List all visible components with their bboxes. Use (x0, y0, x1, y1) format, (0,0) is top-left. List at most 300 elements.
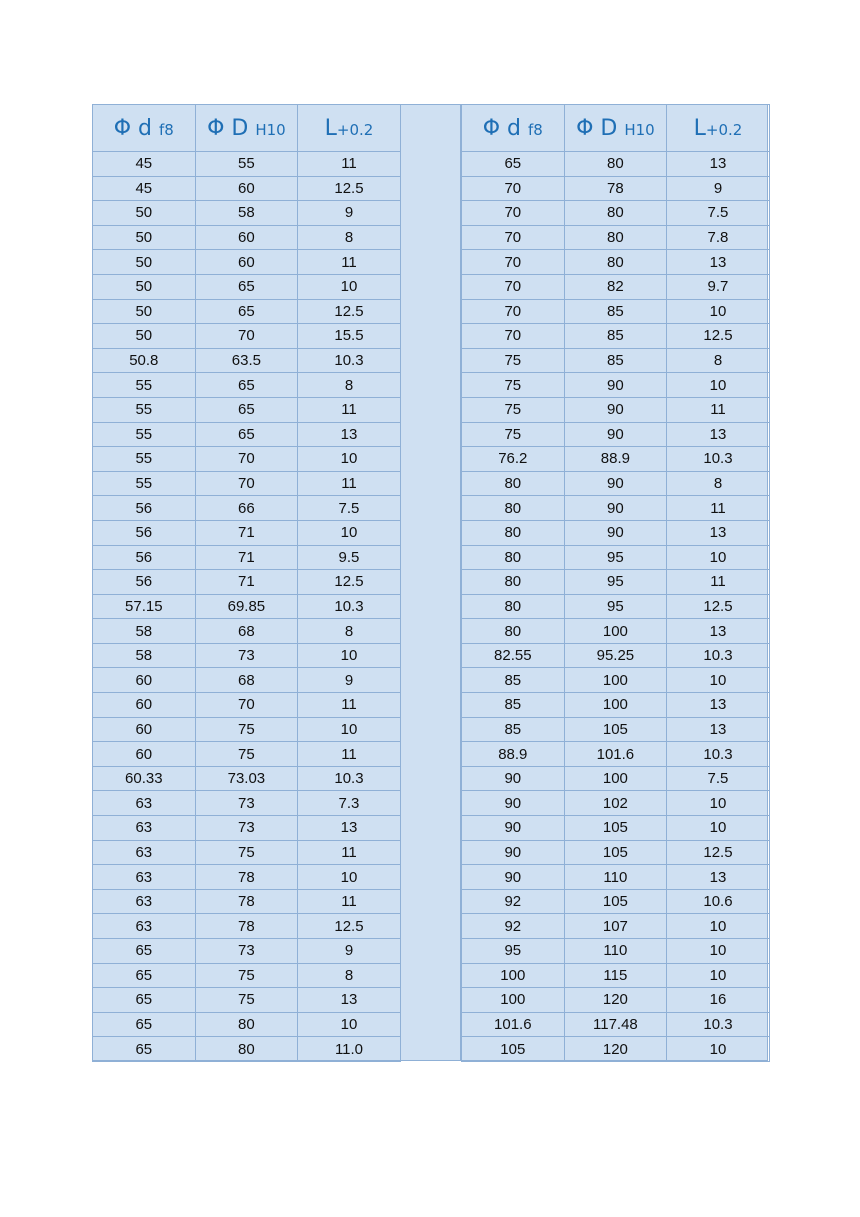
table-cell: 100 (564, 693, 667, 718)
table-cell: 9 (298, 201, 401, 226)
table-cell: 120 (564, 988, 667, 1013)
table-row (93, 545, 401, 570)
table-row (462, 471, 770, 496)
table-cell: 85 (564, 348, 667, 373)
table-cell: 75 (195, 988, 298, 1013)
table-cell: 11 (298, 152, 401, 177)
table-cell: 10.3 (667, 742, 770, 767)
table-cell: 70 (195, 693, 298, 718)
table-cell: 55 (93, 471, 196, 496)
table-row (93, 324, 401, 349)
table-cell: 10 (667, 668, 770, 693)
table-cell: 80 (564, 201, 667, 226)
table-row (462, 397, 770, 422)
table-row (93, 152, 401, 177)
table-cell: 80 (462, 471, 565, 496)
table-cell: 60 (195, 250, 298, 275)
table-cell: 10 (298, 643, 401, 668)
table-cell: 56 (93, 520, 196, 545)
table-cell: 7.5 (667, 201, 770, 226)
table-cell: 55 (93, 447, 196, 472)
table-cell: 10 (667, 939, 770, 964)
table-row (462, 1037, 770, 1062)
header-row (462, 105, 770, 152)
table-cell: 63 (93, 791, 196, 816)
table-cell: 75 (195, 717, 298, 742)
table-cell: 75 (462, 373, 565, 398)
table-cell: 95 (564, 570, 667, 595)
table-cell: 50 (93, 201, 196, 226)
table-cell: 65 (93, 939, 196, 964)
table-row (93, 373, 401, 398)
table-cell: 80 (195, 1037, 298, 1062)
table-cell: 50.8 (93, 348, 196, 373)
table-cell: 10 (298, 274, 401, 299)
table-row (462, 1012, 770, 1037)
header-length: L+0.2 (298, 105, 401, 152)
table-row (462, 791, 770, 816)
table-cell: 82.55 (462, 643, 565, 668)
table-cell: 55 (195, 152, 298, 177)
table-row (93, 668, 401, 693)
size-table-sheet (92, 104, 768, 1061)
table-row (93, 742, 401, 767)
table-cell: 12.5 (298, 570, 401, 595)
table-cell: 12.5 (667, 324, 770, 349)
table-cell: 10 (667, 545, 770, 570)
table-cell: 10 (298, 520, 401, 545)
table-cell: 107 (564, 914, 667, 939)
table-cell: 13 (667, 865, 770, 890)
table-cell: 70 (462, 225, 565, 250)
table-cell: 13 (667, 152, 770, 177)
table-cell: 70 (462, 176, 565, 201)
table-cell: 100 (462, 988, 565, 1013)
table-row (462, 594, 770, 619)
table-cell: 78 (195, 914, 298, 939)
table-cell: 73 (195, 791, 298, 816)
table-cell: 85 (564, 299, 667, 324)
table-cell: 10.3 (298, 348, 401, 373)
table-cell: 13 (298, 816, 401, 841)
table-cell: 75 (462, 422, 565, 447)
table-cell: 10 (667, 791, 770, 816)
table-cell: 9.7 (667, 274, 770, 299)
table-cell: 58 (93, 643, 196, 668)
table-row (462, 668, 770, 693)
table-row (462, 225, 770, 250)
table-cell: 80 (462, 619, 565, 644)
table-cell: 75 (195, 963, 298, 988)
table-row (462, 643, 770, 668)
table-cell: 80 (462, 545, 565, 570)
table-row (93, 988, 401, 1013)
table-cell: 78 (195, 889, 298, 914)
table-cell: 105 (564, 717, 667, 742)
table-row (93, 914, 401, 939)
table-cell: 80 (462, 520, 565, 545)
table-row (93, 422, 401, 447)
size-table-left (92, 104, 401, 1062)
table-cell: 63.5 (195, 348, 298, 373)
table-row (93, 619, 401, 644)
table-cell: 10 (667, 914, 770, 939)
table-row (462, 447, 770, 472)
table-row (93, 643, 401, 668)
table-cell: 10 (298, 447, 401, 472)
table-cell: 68 (195, 668, 298, 693)
table-cell: 90 (564, 422, 667, 447)
table-row (93, 693, 401, 718)
table-cell: 11 (298, 250, 401, 275)
table-row (462, 176, 770, 201)
table-cell: 13 (667, 619, 770, 644)
table-cell: 63 (93, 914, 196, 939)
table-cell: 13 (298, 988, 401, 1013)
table-cell: 10 (298, 865, 401, 890)
table-cell: 10.3 (667, 643, 770, 668)
table-cell: 11 (298, 889, 401, 914)
table-row (93, 520, 401, 545)
table-cell: 75 (195, 840, 298, 865)
table-cell: 45 (93, 152, 196, 177)
table-cell: 80 (462, 594, 565, 619)
table-cell: 73 (195, 939, 298, 964)
table-row (93, 939, 401, 964)
table-row (462, 939, 770, 964)
table-cell: 71 (195, 545, 298, 570)
table-cell: 90 (564, 520, 667, 545)
table-row (462, 889, 770, 914)
header-length: L+0.2 (667, 105, 770, 152)
table-cell: 50 (93, 225, 196, 250)
table-row (462, 865, 770, 890)
table-cell: 78 (564, 176, 667, 201)
table-row (462, 840, 770, 865)
table-cell: 117.48 (564, 1012, 667, 1037)
table-cell: 50 (93, 324, 196, 349)
table-cell: 12.5 (298, 914, 401, 939)
table-cell: 70 (195, 471, 298, 496)
table-cell: 55 (93, 373, 196, 398)
table-cell: 60 (195, 176, 298, 201)
table-cell: 58 (195, 201, 298, 226)
table-cell: 90 (462, 791, 565, 816)
table-cell: 90 (462, 766, 565, 791)
table-cell: 10 (667, 373, 770, 398)
table-cell: 8 (667, 471, 770, 496)
table-cell: 115 (564, 963, 667, 988)
table-cell: 8 (298, 619, 401, 644)
table-cell: 71 (195, 570, 298, 595)
table-cell: 73 (195, 643, 298, 668)
table-cell: 9 (298, 668, 401, 693)
table-cell: 7.5 (667, 766, 770, 791)
table-row (93, 840, 401, 865)
table-cell: 9 (667, 176, 770, 201)
table-cell: 90 (462, 816, 565, 841)
table-cell: 13 (667, 717, 770, 742)
table-cell: 75 (462, 348, 565, 373)
header-inner-diameter: Φ d f8 (462, 105, 565, 152)
table-cell: 85 (462, 668, 565, 693)
table-cell: 55 (93, 397, 196, 422)
table-row (462, 496, 770, 521)
table-cell: 90 (564, 373, 667, 398)
table-cell: 10 (667, 1037, 770, 1062)
table-row (462, 742, 770, 767)
table-cell: 65 (462, 152, 565, 177)
table-cell: 100 (564, 766, 667, 791)
table-cell: 105 (564, 889, 667, 914)
table-cell: 95.25 (564, 643, 667, 668)
table-cell: 10.3 (298, 594, 401, 619)
table-cell: 85 (462, 693, 565, 718)
table-cell: 11 (667, 397, 770, 422)
table-row (462, 324, 770, 349)
table-row (462, 545, 770, 570)
table-row (93, 963, 401, 988)
column-gap (400, 105, 461, 1060)
table-cell: 10.6 (667, 889, 770, 914)
table-cell: 90 (462, 840, 565, 865)
table-row (462, 373, 770, 398)
table-cell: 95 (564, 545, 667, 570)
table-row (462, 914, 770, 939)
table-cell: 102 (564, 791, 667, 816)
table-cell: 60 (93, 742, 196, 767)
table-cell: 10 (667, 816, 770, 841)
table-cell: 90 (462, 865, 565, 890)
table-cell: 10.3 (667, 1012, 770, 1037)
table-row (93, 1012, 401, 1037)
table-cell: 80 (462, 570, 565, 595)
table-cell: 12.5 (667, 594, 770, 619)
table-cell: 69.85 (195, 594, 298, 619)
table-row (93, 299, 401, 324)
table-cell: 100 (564, 619, 667, 644)
table-body-left (93, 152, 401, 1062)
table-cell: 80 (462, 496, 565, 521)
table-cell: 13 (667, 693, 770, 718)
table-cell: 65 (93, 988, 196, 1013)
table-row (462, 250, 770, 275)
table-cell: 76.2 (462, 447, 565, 472)
table-cell: 11 (298, 742, 401, 767)
table-cell: 10 (298, 717, 401, 742)
table-row (93, 471, 401, 496)
table-cell: 105 (462, 1037, 565, 1062)
table-cell: 60 (195, 225, 298, 250)
table-cell: 8 (298, 963, 401, 988)
table-cell: 90 (564, 496, 667, 521)
table-cell: 71 (195, 520, 298, 545)
table-row (462, 717, 770, 742)
table-row (93, 225, 401, 250)
table-cell: 50 (93, 250, 196, 275)
table-cell: 7.3 (298, 791, 401, 816)
table-cell: 92 (462, 889, 565, 914)
table-cell: 7.8 (667, 225, 770, 250)
table-cell: 88.9 (564, 447, 667, 472)
table-row (462, 201, 770, 226)
table-cell: 100 (564, 668, 667, 693)
table-cell: 56 (93, 545, 196, 570)
table-cell: 11 (298, 693, 401, 718)
table-row (93, 274, 401, 299)
table-cell: 10.3 (298, 766, 401, 791)
table-cell: 90 (564, 471, 667, 496)
table-cell: 13 (298, 422, 401, 447)
table-row (462, 520, 770, 545)
table-cell: 73.03 (195, 766, 298, 791)
table-cell: 70 (195, 324, 298, 349)
table-row (93, 447, 401, 472)
table-cell: 65 (195, 373, 298, 398)
table-cell: 95 (564, 594, 667, 619)
table-cell: 80 (564, 152, 667, 177)
table-cell: 60 (93, 693, 196, 718)
table-cell: 65 (93, 1037, 196, 1062)
table-cell: 11 (667, 496, 770, 521)
table-cell: 9.5 (298, 545, 401, 570)
table-cell: 8 (667, 348, 770, 373)
table-cell: 101.6 (564, 742, 667, 767)
table-row (462, 619, 770, 644)
table-cell: 50 (93, 299, 196, 324)
table-cell: 50 (93, 274, 196, 299)
table-cell: 73 (195, 816, 298, 841)
table-cell: 65 (195, 274, 298, 299)
table-row (462, 766, 770, 791)
table-row (93, 594, 401, 619)
table-cell: 63 (93, 865, 196, 890)
table-cell: 11 (298, 397, 401, 422)
table-row (93, 717, 401, 742)
table-cell: 60 (93, 668, 196, 693)
table-row (462, 570, 770, 595)
table-cell: 80 (564, 250, 667, 275)
table-cell: 11 (298, 840, 401, 865)
table-cell: 70 (462, 324, 565, 349)
table-row (462, 963, 770, 988)
table-cell: 82 (564, 274, 667, 299)
table-cell: 105 (564, 816, 667, 841)
table-cell: 66 (195, 496, 298, 521)
header-row (93, 105, 401, 152)
table-cell: 92 (462, 914, 565, 939)
table-cell: 13 (667, 250, 770, 275)
table-cell: 70 (195, 447, 298, 472)
table-cell: 65 (93, 963, 196, 988)
table-cell: 68 (195, 619, 298, 644)
table-cell: 12.5 (667, 840, 770, 865)
table-cell: 11 (667, 570, 770, 595)
table-body-right (462, 152, 770, 1062)
size-table-right (461, 104, 770, 1062)
table-cell: 75 (195, 742, 298, 767)
table-row (93, 348, 401, 373)
table-cell: 80 (564, 225, 667, 250)
table-row (93, 865, 401, 890)
table-cell: 85 (564, 324, 667, 349)
table-cell: 110 (564, 865, 667, 890)
table-cell: 63 (93, 816, 196, 841)
table-cell: 10 (667, 299, 770, 324)
table-row (462, 348, 770, 373)
table-cell: 11.0 (298, 1037, 401, 1062)
table-cell: 65 (93, 1012, 196, 1037)
header-outer-diameter: Φ D H10 (564, 105, 667, 152)
table-row (93, 1037, 401, 1062)
table-cell: 65 (195, 397, 298, 422)
table-cell: 12.5 (298, 299, 401, 324)
table-cell: 60.33 (93, 766, 196, 791)
table-cell: 10 (298, 1012, 401, 1037)
table-cell: 10 (667, 963, 770, 988)
table-row (93, 201, 401, 226)
table-cell: 12.5 (298, 176, 401, 201)
table-cell: 7.5 (298, 496, 401, 521)
table-cell: 11 (298, 471, 401, 496)
table-cell: 70 (462, 299, 565, 324)
table-cell: 63 (93, 840, 196, 865)
table-row (462, 988, 770, 1013)
table-cell: 70 (462, 274, 565, 299)
table-cell: 58 (93, 619, 196, 644)
table-cell: 56 (93, 570, 196, 595)
table-row (462, 816, 770, 841)
table-cell: 105 (564, 840, 667, 865)
table-cell: 95 (462, 939, 565, 964)
table-cell: 8 (298, 225, 401, 250)
header-inner-diameter: Φ d f8 (93, 105, 196, 152)
table-row (93, 816, 401, 841)
table-cell: 110 (564, 939, 667, 964)
table-cell: 80 (195, 1012, 298, 1037)
table-row (462, 274, 770, 299)
table-row (93, 791, 401, 816)
table-row (462, 152, 770, 177)
table-row (93, 889, 401, 914)
table-row (462, 299, 770, 324)
table-cell: 70 (462, 201, 565, 226)
table-cell: 16 (667, 988, 770, 1013)
table-row (93, 397, 401, 422)
table-cell: 60 (93, 717, 196, 742)
table-row (462, 693, 770, 718)
table-cell: 75 (462, 397, 565, 422)
table-cell: 78 (195, 865, 298, 890)
table-cell: 65 (195, 299, 298, 324)
table-cell: 13 (667, 422, 770, 447)
table-row (93, 496, 401, 521)
table-row (93, 250, 401, 275)
table-cell: 100 (462, 963, 565, 988)
table-cell: 120 (564, 1037, 667, 1062)
table-row (93, 766, 401, 791)
table-cell: 90 (564, 397, 667, 422)
table-cell: 55 (93, 422, 196, 447)
table-cell: 57.15 (93, 594, 196, 619)
table-cell: 8 (298, 373, 401, 398)
table-cell: 56 (93, 496, 196, 521)
header-outer-diameter: Φ D H10 (195, 105, 298, 152)
table-cell: 65 (195, 422, 298, 447)
table-cell: 85 (462, 717, 565, 742)
table-cell: 45 (93, 176, 196, 201)
table-cell: 9 (298, 939, 401, 964)
